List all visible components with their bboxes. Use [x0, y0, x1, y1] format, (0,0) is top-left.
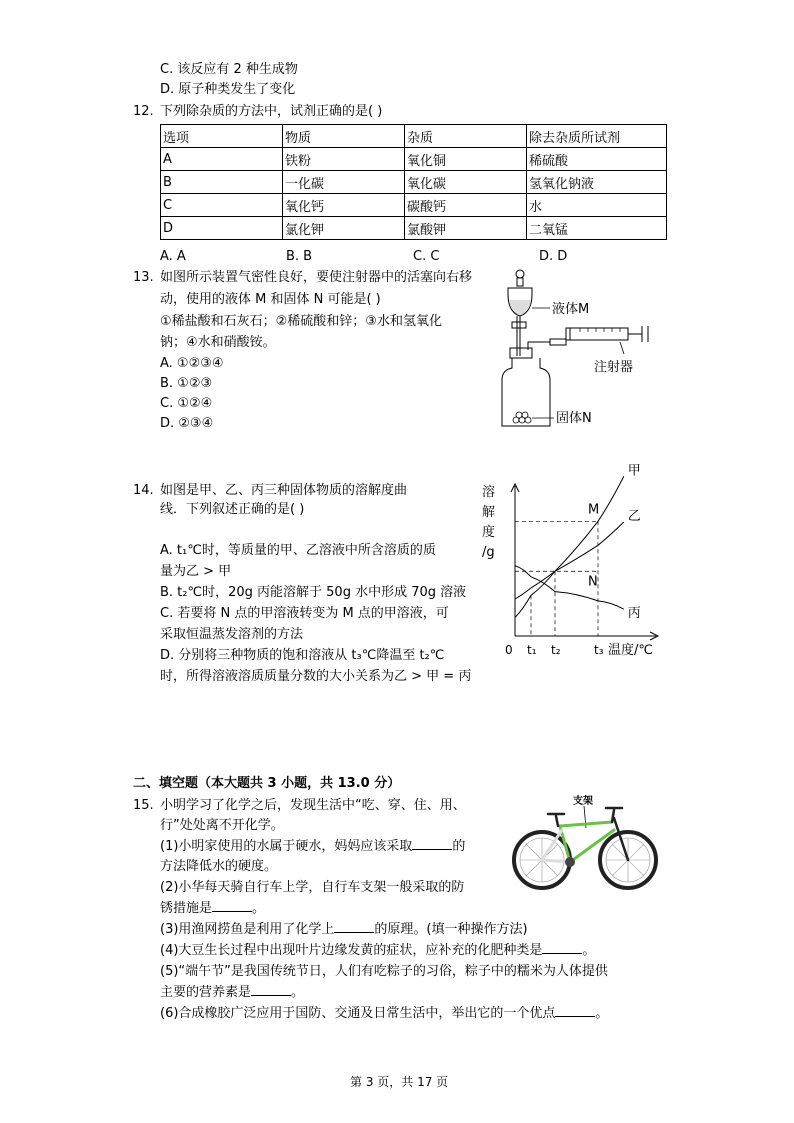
q12-number: 12. — [133, 104, 154, 119]
q15-line-9: (5)“端午节”是我国传统节日，人们有吃粽子的习俗，粽子中的糯米为人体提供 — [160, 964, 608, 979]
table-cell: 一化碳 — [283, 171, 405, 194]
page-footer: 第 3 页，共 17 页 — [350, 1075, 449, 1089]
table-cell: 氯酸钾 — [405, 217, 527, 240]
y-axis-label-char: 解 — [482, 505, 496, 520]
q13-choice-a: A. ①②③④ — [160, 356, 224, 371]
series-line-2 — [515, 522, 624, 599]
label-solid-n: 固体N — [556, 411, 592, 426]
table-cell: 氯化钾 — [283, 217, 405, 240]
q15-line-5: (2)小华每天骑自行车上学，自行车支架一般采取的防 — [160, 880, 465, 895]
q15-line-7: (3)用渔网捞鱼是利用了化学上 的原理。(填一种操作方法) — [160, 922, 528, 937]
q13-choice-b: B. ①②③ — [160, 376, 213, 391]
q14-option-a-1: A. t₁℃时，等质量的甲、乙溶液中所含溶质的质 — [160, 543, 436, 558]
table-cell: D — [161, 217, 283, 240]
table-row — [161, 171, 667, 194]
x-tick-label: t₁ — [527, 643, 537, 657]
table-cell: 除去杂质所试剂 — [527, 125, 667, 148]
y-axis-label-char: /g — [482, 545, 495, 560]
q15-line-6: 锈措施是 。 — [160, 901, 266, 916]
q13-stem-3: ①稀盐酸和石灰石；②稀硫酸和锌；③水和氢氧化 — [160, 314, 442, 329]
series-label-2: 乙 — [627, 509, 641, 525]
table-cell: B — [161, 171, 283, 194]
table-cell: 碳酸钙 — [405, 194, 527, 217]
q15-line-8: (4)大豆生长过程中出现叶片边缘发黄的症状，应补充的化肥种类是 。 — [160, 943, 596, 958]
point-label-M: M — [588, 502, 600, 518]
table-cell: 稀硫酸 — [527, 148, 667, 171]
q14-number: 14. — [133, 483, 154, 498]
q13-stem-4: 钠；④水和硝酸铵。 — [160, 335, 276, 350]
table-cell: 氧化铜 — [405, 148, 527, 171]
q15-line-10: 主要的营养素是 。 — [160, 985, 305, 1000]
table-row — [161, 148, 667, 171]
q12-choice-a: A. A — [160, 249, 186, 264]
solubility-chart — [474, 463, 670, 662]
y-axis-label-char: 度 — [482, 525, 496, 540]
q15-line-4: 方法降低水的硬度。 — [160, 859, 278, 874]
table-cell: 选项 — [161, 125, 283, 148]
q13-number: 13. — [133, 270, 154, 285]
q15-number: 15. — [133, 798, 154, 813]
q14-option-a-2: 量为乙 > 甲 — [160, 564, 232, 579]
q14-stem-2: 线．下列叙述正确的是( ) — [160, 502, 305, 517]
table-cell: 杂质 — [405, 125, 527, 148]
table-cell: 铁粉 — [283, 148, 405, 171]
point-label-N: N — [588, 574, 598, 590]
q12-choice-b: B. B — [286, 249, 313, 264]
q13-choice-d: D. ②③④ — [160, 416, 214, 431]
x-axis-label: 温度/℃ — [608, 643, 653, 658]
table-cell: 氧化碳 — [405, 171, 527, 194]
x-tick-label: 0 — [505, 643, 513, 657]
q11-option-c: C. 该反应有 2 种生成物 — [160, 62, 298, 77]
label-bike-frame: 支架 — [573, 796, 593, 807]
q14-option-b: B. t₂℃时，20g 丙能溶解于 50g 水中形成 70g 溶液 — [160, 585, 467, 600]
y-axis-label-char: 溶 — [482, 485, 496, 500]
q13-choice-c: C. ①②④ — [160, 396, 213, 411]
table-row — [161, 217, 667, 240]
table-cell: 氢氧化钠液 — [527, 171, 667, 194]
section-heading: 二、填空题（本大题共 3 小题，共 13.0 分） — [133, 776, 401, 791]
table-cell: 氧化钙 — [283, 194, 405, 217]
label-liquid-m: 液体M — [552, 302, 590, 317]
x-tick-label: t₃ — [594, 643, 604, 657]
table-cell: 物质 — [283, 125, 405, 148]
q12-table — [160, 124, 667, 240]
series-label-1: 甲 — [627, 463, 641, 479]
q14-option-d-1: D. 分别将三种物质的饱和溶液从 t₃℃降温至 t₂℃ — [160, 648, 445, 663]
table-cell: C — [161, 194, 283, 217]
q15-line-2: 行”处处离不开化学。 — [160, 818, 284, 833]
series-label-3: 丙 — [627, 606, 641, 622]
q14-option-c-1: C. 若要将 N 点的甲溶液转变为 M 点的甲溶液，可 — [160, 606, 449, 621]
q15-line-3: (1)小明家使用的水属于硬水，妈妈应该采取 的 — [160, 839, 466, 854]
q13-stem-2: 动，使用的液体 M 和固体 N 可能是( ) — [160, 292, 381, 307]
table-cell: 二氧锰 — [527, 217, 667, 240]
q12-choice-d: D. D — [539, 249, 568, 264]
q11-option-d: D. 原子种类发生了变化 — [160, 82, 296, 97]
apparatus-figure — [490, 264, 670, 434]
label-syringe: 注射器 — [594, 360, 634, 375]
q12-choice-c: C. C — [413, 249, 440, 264]
q13-stem-1: 如图所示装置气密性良好，要使注射器中的活塞向右移 — [160, 270, 473, 285]
q14-option-c-2: 采取恒温蒸发溶剂的方法 — [160, 627, 304, 642]
x-tick-label: t₂ — [551, 643, 561, 657]
table-row — [161, 125, 667, 148]
table-cell: A — [161, 148, 283, 171]
q12-stem: 下列除杂质的方法中，试剂正确的是( ) — [160, 104, 383, 119]
q14-stem-1: 如图是甲、乙、丙三种固体物质的溶解度曲 — [160, 483, 408, 498]
bicycle-image — [508, 792, 664, 896]
q15-line-11: (6)合成橡胶广泛应用于国防、交通及日常生活中，举出它的一个优点 。 — [160, 1006, 609, 1021]
q15-line-1: 小明学习了化学之后，发现生活中“吃、穿、住、用、 — [160, 798, 466, 813]
table-cell: 水 — [527, 194, 667, 217]
table-row — [161, 194, 667, 217]
q14-option-d-2: 时，所得溶液溶质质量分数的大小关系为乙 > 甲 = 丙 — [160, 669, 472, 684]
